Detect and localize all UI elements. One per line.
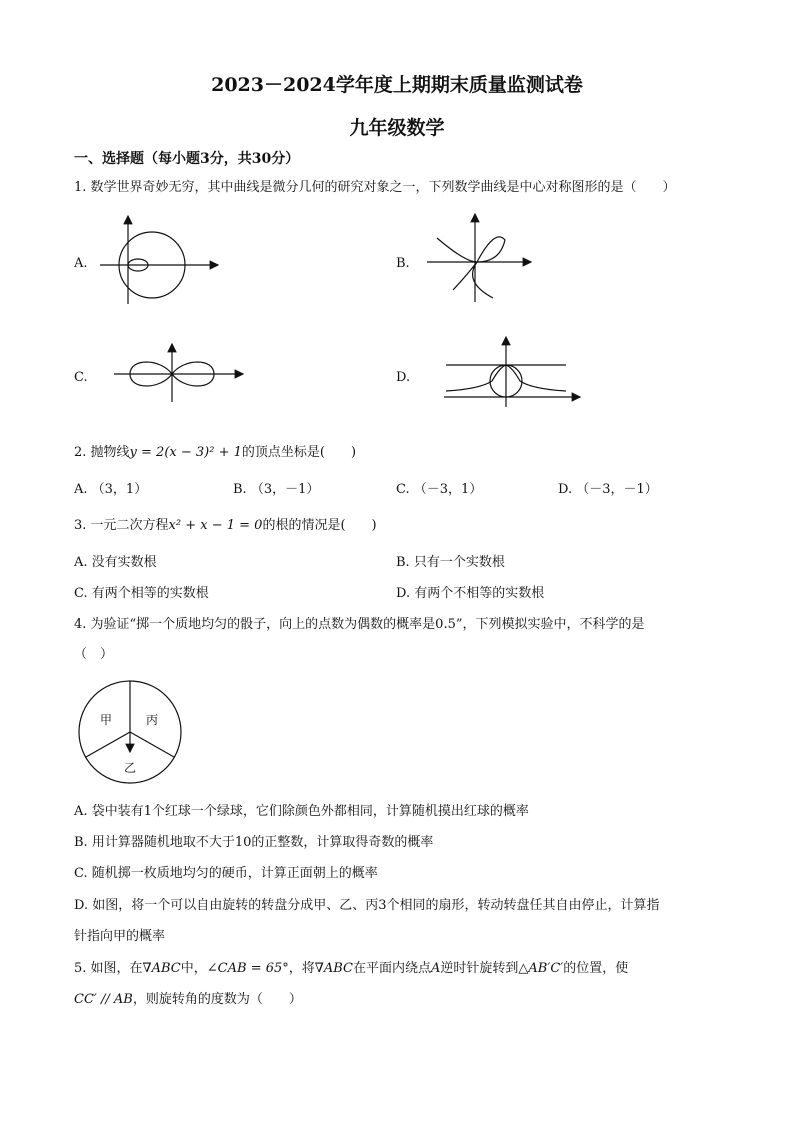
q1-option-d-label: D. (396, 370, 411, 385)
q2-option-c: C. （－3，1） (396, 482, 483, 497)
q5-math-2: ∠CAB = 65° (206, 961, 289, 976)
question-5-line2 (74, 988, 302, 1007)
q5-math-3: ∇ABC (314, 961, 353, 976)
q1-option-d-figure (440, 335, 585, 410)
q5-text-4: 在平面内绕点 (353, 961, 432, 976)
q2-option-b: B. （3，－1） (233, 482, 320, 497)
q3-option-b: B. 只有一个实数根 (396, 555, 505, 570)
q5-math-5: △AB′C′ (518, 961, 564, 976)
q5-text-6: 的位置，使 (563, 961, 629, 976)
q4-option-d: D. 如图，将一个可以自由旋转的转盘分成甲、乙、丙3个相同的扇形，转动转盘任其自由停止，计算指 (74, 898, 660, 913)
q1-option-b-label: B. (396, 256, 410, 271)
q5-math-1: ∇ABC (142, 961, 181, 976)
q3-option-a: A. 没有实数根 (74, 555, 157, 570)
q1-option-a-figure (90, 210, 230, 310)
q3-option-d: D. 有两个不相等的实数根 (396, 586, 545, 601)
q5-text-1: 5. 如图，在 (74, 961, 143, 976)
spinner-label-bing: 丙 (146, 713, 159, 727)
q5-math-4: A (431, 961, 441, 976)
q1-option-a-label: A. (74, 256, 88, 271)
question-4-paren: （ ） (74, 647, 114, 662)
question-1-text: 1. 数学世界奇妙无穷，其中曲线是微分几何的研究对象之一，下列数学曲线是中心对称图形的是（ ） (74, 180, 676, 195)
question-4-text: 4. 为验证“掷一个质地均匀的骰子，向上的点数为偶数的概率是0.5”，下列模拟实验中，不科学的是 (74, 617, 645, 632)
q4-option-c: C. 随机掷一枚质地均匀的硬币，计算正面朝上的概率 (74, 866, 378, 881)
q4-option-a: A. 袋中装有1个红球一个绿球，它们除颜色外都相同，计算随机摸出红球的概率 (74, 804, 529, 819)
q4-option-d-cont: 针指向甲的概率 (74, 929, 166, 944)
q3-prefix: 3. 一元二次方程 (74, 518, 169, 533)
q2-option-d: D. （－3，－1） (558, 482, 658, 497)
question-2 (74, 441, 356, 460)
q5-text-2: 中， (180, 961, 207, 976)
q4-option-b: B. 用计算器随机地取不大于10的正整数，计算取得奇数的概率 (74, 835, 434, 850)
q5-text-3: ，将 (288, 961, 315, 976)
section-title: 一、选择题（每小题3分，共30分） (74, 151, 300, 167)
q5-text-5: 逆时针旋转到 (440, 961, 519, 976)
q3-option-c: C. 有两个相等的实数根 (74, 586, 209, 601)
q1-option-b-figure (425, 210, 540, 305)
question-3 (74, 514, 377, 533)
spinner-label-jia: 甲 (100, 713, 113, 727)
exam-subject: 九年级数学 (349, 117, 445, 139)
q1-option-c-label: C. (74, 370, 88, 385)
q5-math-6: CC′ // AB (74, 992, 133, 1007)
q3-formula: x² + x − 1 = 0 (168, 518, 263, 533)
q4-spinner-figure (78, 680, 186, 788)
q1-option-c-figure (110, 340, 250, 405)
q2-option-a: A. （3，1） (74, 482, 148, 497)
q2-suffix: 的顶点坐标是( ) (241, 445, 357, 460)
q3-suffix: 的根的情况是( ) (262, 518, 377, 533)
q2-prefix: 2. 抛物线 (74, 445, 130, 460)
question-5-line1 (74, 957, 628, 976)
exam-title: 2023－2024学年度上期期末质量监测试卷 (211, 74, 583, 96)
q2-formula: y = 2(x − 3)² + 1 (129, 445, 242, 460)
q5-text-7: ，则旋转角的度数为（ ） (132, 992, 302, 1007)
spinner-label-yi: 乙 (124, 761, 137, 775)
